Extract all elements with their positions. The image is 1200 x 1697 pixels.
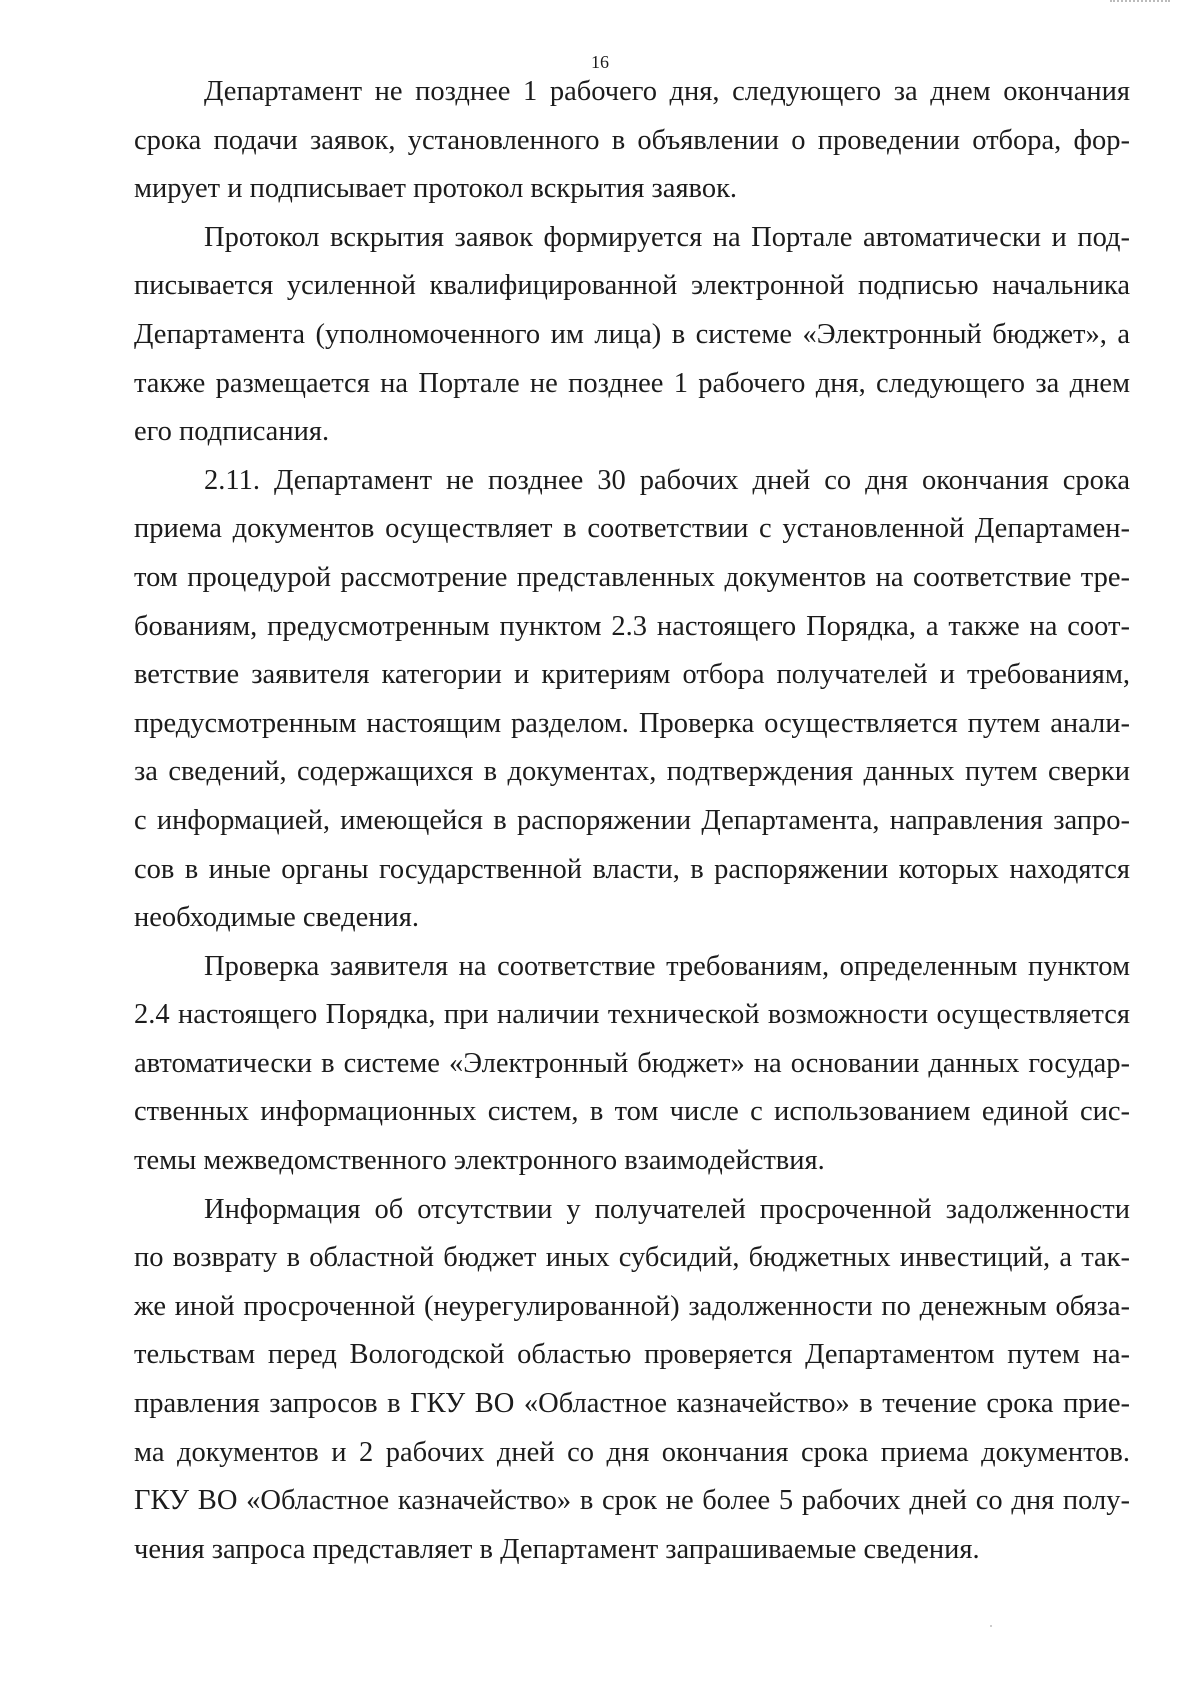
text-line: Информация об отсутствии у получателей просроченной задолженности xyxy=(204,1193,1130,1225)
text-line: 2.11. Департамент не позднее 30 рабочих дней со дня окончания срока xyxy=(204,464,1130,496)
text-line: 2.4 настоящего Порядка, при наличии технической возможности осуществляется xyxy=(134,999,1130,1031)
text-line: с информацией, имеющейся в распоряжении Департамента, направления запро- xyxy=(134,804,1130,836)
text-line: ГКУ ВО «Областное казначейство» в срок не более 5 рабочих дней со дня полу- xyxy=(134,1485,1130,1517)
text-line: необходимые сведения. xyxy=(134,902,419,934)
text-line: тельствам перед Вологодской областью проверяется Департаментом путем на- xyxy=(134,1339,1130,1371)
paragraph xyxy=(134,1186,1130,1575)
text-line: ственных информационных систем, в том числе с использованием единой сис- xyxy=(134,1096,1130,1128)
paragraph xyxy=(134,943,1130,1186)
text-line: его подписания. xyxy=(134,416,330,448)
text-line: сов в иные органы государственной власти, в распоряжении которых находятся xyxy=(134,853,1130,885)
text-line: Департамент не позднее 1 рабочего дня, следующего за днем окончания xyxy=(204,76,1130,107)
paragraph xyxy=(134,457,1130,943)
text-line: за сведений, содержащихся в документах, подтверждения данных путем сверки xyxy=(134,756,1130,788)
paragraph xyxy=(134,214,1130,457)
text-line: том процедурой рассмотрение представленных документов на соответствие тре- xyxy=(134,561,1130,593)
text-line: по возврату в областной бюджет иных субсидий, бюджетных инвестиций, а так- xyxy=(134,1242,1130,1274)
scan-artifact xyxy=(1110,0,1170,6)
text-line: мирует и подписывает протокол вскрытия заявок. xyxy=(134,173,738,205)
text-line: ветствие заявителя категории и критериям отбора получателей и требованиям, xyxy=(134,659,1130,691)
text-line: Проверка заявителя на соответствие требованиям, определенным пунктом xyxy=(204,950,1130,982)
text-line: Протокол вскрытия заявок формируется на Портале автоматически и под- xyxy=(204,221,1130,253)
text-line: также размещается на Портале не позднее 1 рабочего дня, следующего за днем xyxy=(134,367,1130,399)
text-line: приема документов осуществляет в соответствии с установленной Департамен- xyxy=(134,513,1130,545)
text-line: темы межведомственного электронного взаимодействия. xyxy=(134,1145,825,1177)
text-line: автоматически в системе «Электронный бюджет» на основании данных государ- xyxy=(134,1047,1130,1079)
text-line: правления запросов в ГКУ ВО «Областное казначейство» в течение срока прие- xyxy=(134,1388,1130,1420)
paragraph xyxy=(134,68,1130,214)
scan-speck xyxy=(990,1625,992,1627)
text-line: бованиям, предусмотренным пунктом 2.3 настоящего Порядка, а также на соот- xyxy=(134,610,1130,642)
text-line: предусмотренным настоящим разделом. Проверка осуществляется путем анали- xyxy=(134,707,1130,739)
text-line: же иной просроченной (неурегулированной) задолженности по денежным обяза- xyxy=(134,1290,1130,1322)
text-line: срока подачи заявок, установленного в объявлении о проведении отбора, фор- xyxy=(134,124,1130,156)
text-line: Департамента (уполномоченного им лица) в системе «Электронный бюджет», а xyxy=(134,318,1130,350)
text-line: писывается усиленной квалифицированной электронной подписью начальника xyxy=(134,270,1130,302)
page-number: 16 xyxy=(591,52,609,72)
text-line: чения запроса представляет в Департамент запрашиваемые сведения. xyxy=(134,1533,980,1565)
document-body xyxy=(134,68,1130,1574)
text-line: ма документов и 2 рабочих дней со дня окончания срока приема документов. xyxy=(134,1436,1130,1468)
